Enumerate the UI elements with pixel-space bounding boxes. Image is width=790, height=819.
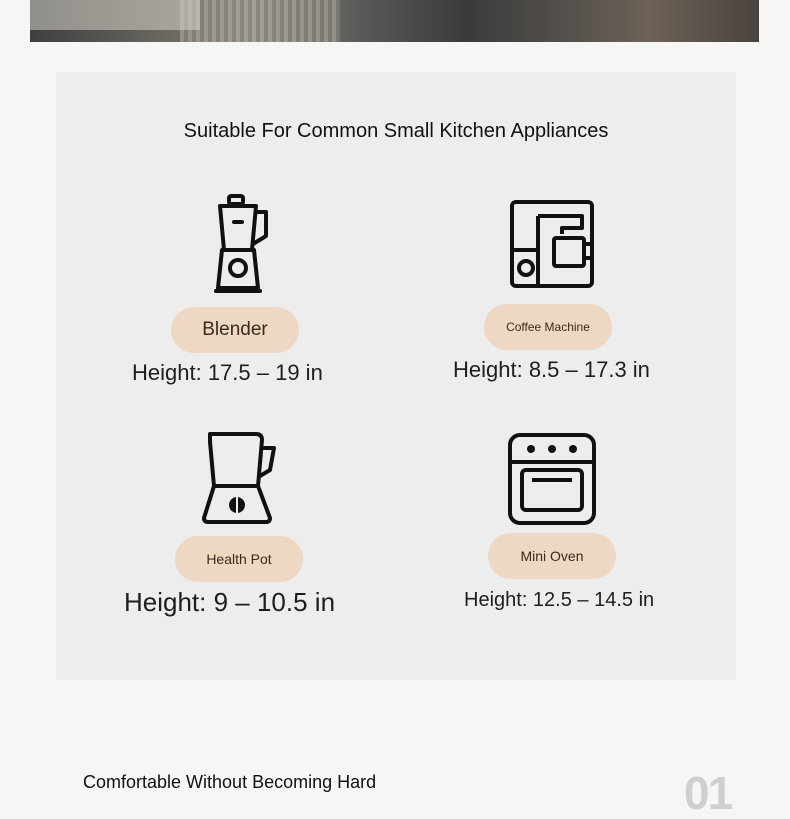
appliance-height-coffee-machine: Height: 8.5 – 17.3 in xyxy=(453,357,650,382)
feature-title: Comfortable Without Becoming Hard xyxy=(83,772,377,792)
appliance-height-mini-oven: Height: 12.5 – 14.5 in xyxy=(464,589,655,611)
appliance-label-blender: Blender xyxy=(171,307,299,353)
feature-number: 01 xyxy=(684,767,732,819)
appliance-height-health-pot: Height: 9 – 10.5 in xyxy=(124,587,336,617)
coffee-machine-icon xyxy=(508,198,598,290)
appliance-label-health-pot: Health Pot xyxy=(175,536,303,582)
health-pot-icon xyxy=(200,430,282,526)
appliances-panel xyxy=(56,72,736,680)
mini-oven-icon xyxy=(507,432,597,526)
appliance-label-coffee-machine: Coffee Machine xyxy=(484,304,612,350)
appliance-label-mini-oven: Mini Oven xyxy=(488,533,616,579)
blender-icon xyxy=(206,192,276,297)
hero-photo xyxy=(30,0,759,42)
section-title: Suitable For Common Small Kitchen Appliances xyxy=(183,120,609,142)
appliance-height-blender: Height: 17.5 – 19 in xyxy=(132,360,323,385)
